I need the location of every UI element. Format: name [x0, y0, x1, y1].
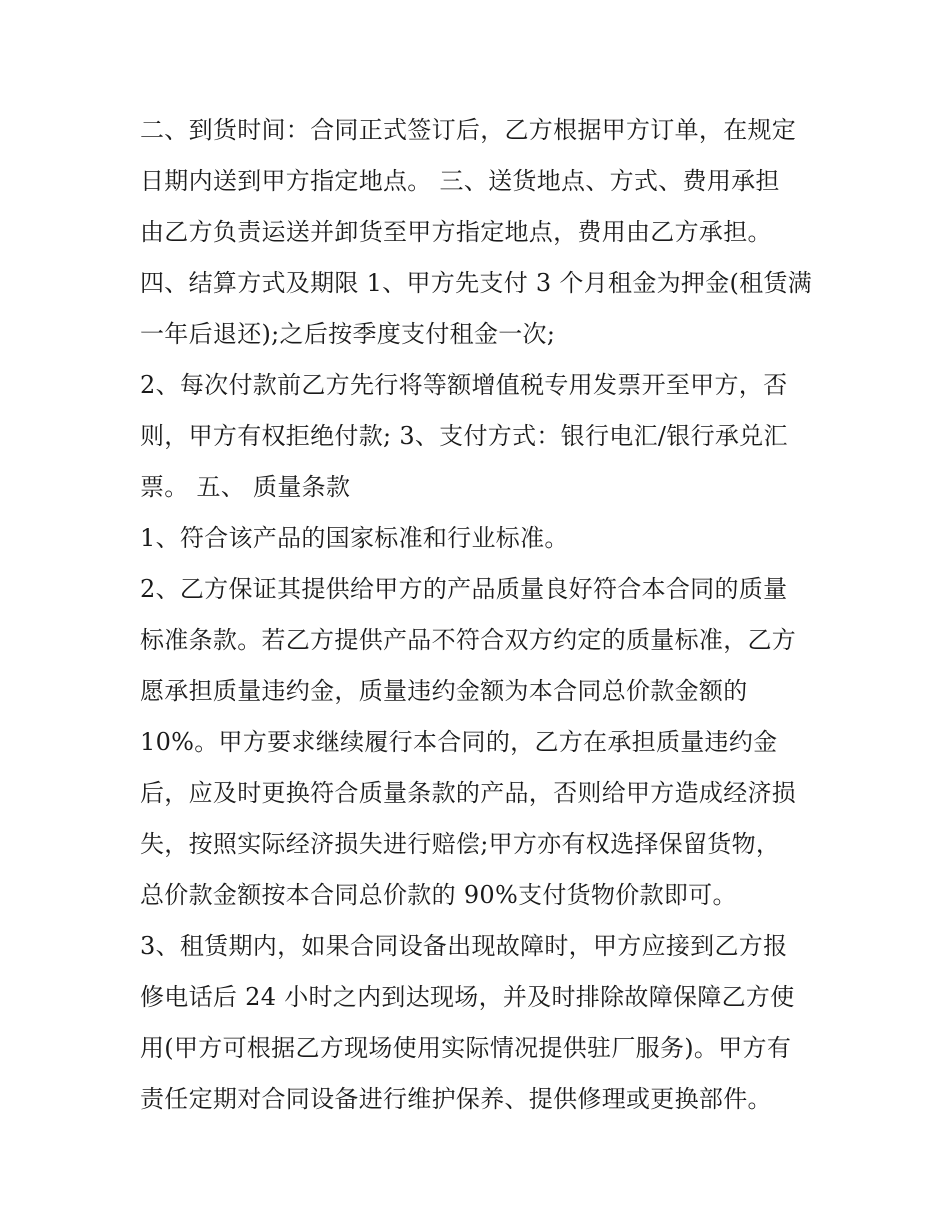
text-line: 愿承担质量违约金，质量违约金额为本合同总价款金额的 [140, 677, 748, 705]
text-line: 二、到货时间：合同正式签订后，乙方根据甲方订单，在规定 [140, 116, 797, 144]
contract-text-block [140, 105, 820, 1125]
text-line: 标准条款。若乙方提供产品不符合双方约定的质量标准，乙方 [140, 626, 797, 654]
text-line: 总价款金额按本合同总价款的 90%支付货物价款即可。 [140, 881, 737, 909]
text-line: 票。 五、 质量条款 [140, 473, 351, 501]
text-line: 责任定期对合同设备进行维护保养、提供修理或更换部件。 [140, 1085, 772, 1113]
text-line: 失，按照实际经济损失进行赔偿;甲方亦有权选择保留货物， [140, 830, 781, 858]
text-line: 后，应及时更换符合质量条款的产品，否则给甲方造成经济损 [140, 779, 797, 807]
text-line: 四、结算方式及期限 1、甲方先支付 3 个月租金为押金(租赁满 [140, 269, 813, 297]
text-line: 2、乙方保证其提供给甲方的产品质量良好符合本合同的质量 [140, 575, 788, 603]
text-line: 3、租赁期内，如果合同设备出现故障时，甲方应接到乙方报 [140, 932, 788, 960]
text-line: 用(甲方可根据乙方现场使用实际情况提供驻厂服务)。甲方有 [140, 1034, 792, 1062]
text-line: 2、每次付款前乙方先行将等额增值税专用发票开至甲方，否 [140, 371, 788, 399]
text-line: 10%。甲方要求继续履行本合同的，乙方在承担质量违约金 [140, 728, 778, 756]
text-line: 由乙方负责运送并卸货至甲方指定地点，费用由乙方承担。 [140, 218, 772, 246]
text-line: 一年后退还);之后按季度支付租金一次; [140, 320, 556, 348]
text-line: 修电话后 24 小时之内到达现场，并及时排除故障保障乙方使 [140, 983, 795, 1011]
text-line: 日期内送到甲方指定地点。 三、送货地点、方式、费用承担 [140, 167, 780, 195]
text-line: 1、符合该产品的国家标准和行业标准。 [140, 524, 569, 552]
text-line: 则，甲方有权拒绝付款; 3、支付方式：银行电汇/银行承兑汇 [140, 422, 788, 450]
